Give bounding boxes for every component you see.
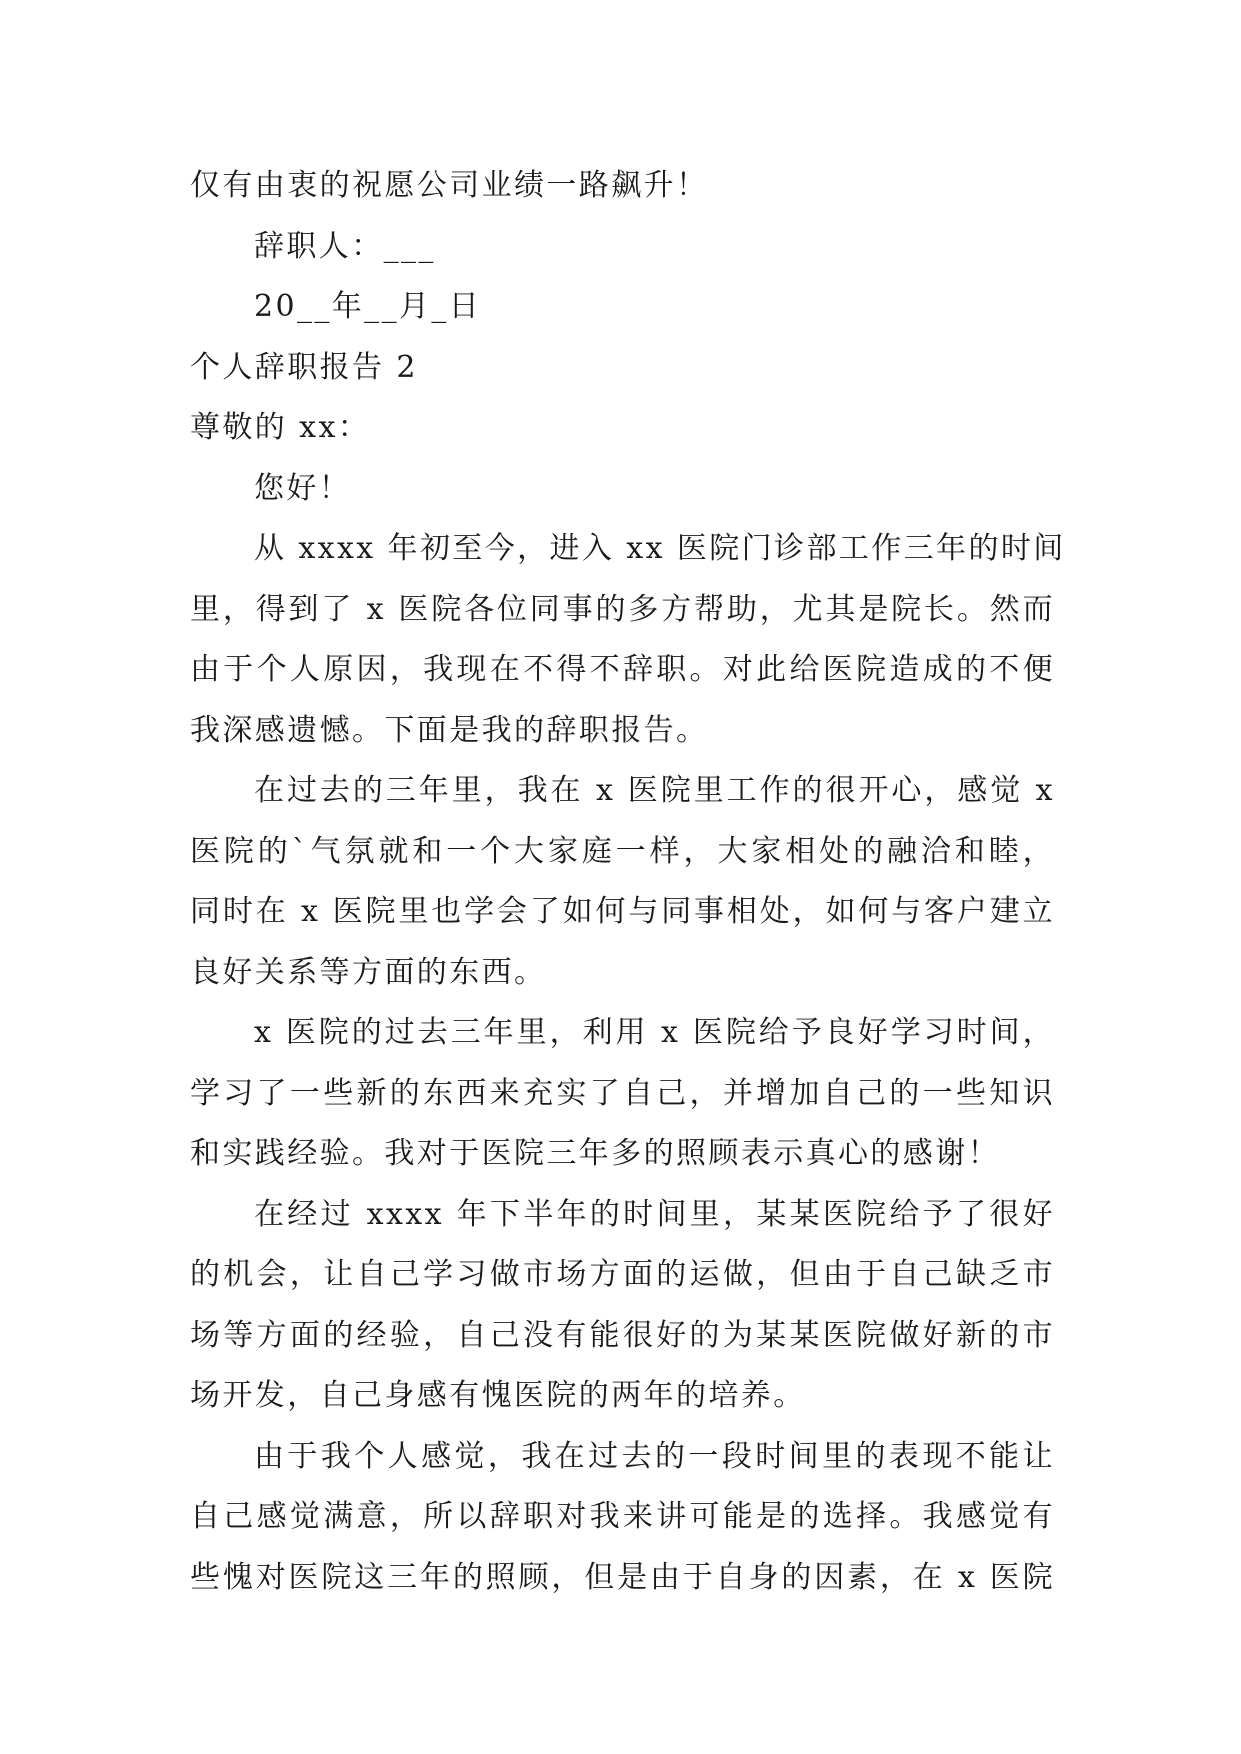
text-line: 仅有由衷的祝愿公司业绩一路飙升！ [190,168,709,203]
text-line: 20__年__月_日 [254,289,482,324]
text-line: 里，得到了 x 医院各位同事的多方帮助，尤其是院长。然而 [190,591,1055,627]
text-line: 场开发，自己身感有愧医院的两年的培养。 [190,1378,806,1413]
text-line: 由于个人原因，我现在不得不辞职。对此给医院造成的不便 [190,652,1055,687]
text-line: 和实践经验。我对于医院三年多的照顾表示真心的感谢！ [190,1136,1000,1171]
text-line: 些愧对医院这三年的照顾，但是由于自身的因素，在 x 医院 [190,1559,1055,1595]
text-line: 在过去的三年里，我在 x 医院里工作的很开心，感觉 x [254,773,1055,808]
document-body [190,156,1066,1608]
text-line: 场等方面的经验，自己没有能很好的为某某医院做好新的市 [190,1317,1055,1353]
text-line: 自己感觉满意，所以辞职对我来讲可能是的选择。我感觉有 [190,1499,1055,1534]
text-line: 的机会，让自己学习做市场方面的运做，但由于自己缺乏市 [190,1257,1055,1292]
text-line: 您好！ [254,470,352,506]
text-line: 良好关系等方面的东西。 [190,954,547,990]
text-line: 尊敬的 xx： [190,410,371,445]
text-line: x 医院的过去三年里，利用 x 医院给予良好学习时间， [254,1015,1055,1050]
text-line: 同时在 x 医院里也学会了如何与同事相处，如何与客户建立 [190,894,1055,929]
text-line: 在经过 xxxx 年下半年的时间里，某某医院给予了很好 [254,1196,1055,1232]
text-line: 个人辞职报告 2 [190,349,418,385]
text-line: 辞职人：___ [254,228,436,264]
text-line: 由于我个人感觉，我在过去的一段时间里的表现不能让 [254,1438,1055,1474]
text-line: 医院的`气氛就和一个大家庭一样，大家相处的融洽和睦， [190,833,1055,869]
text-line: 学习了一些新的东西来充实了自己，并增加自己的一些知识 [190,1075,1055,1111]
text-line: 我深感遗憾。下面是我的辞职报告。 [190,712,709,748]
text-line: 从 xxxx 年初至今，进入 xx 医院门诊部工作三年的时间 [254,531,1066,566]
